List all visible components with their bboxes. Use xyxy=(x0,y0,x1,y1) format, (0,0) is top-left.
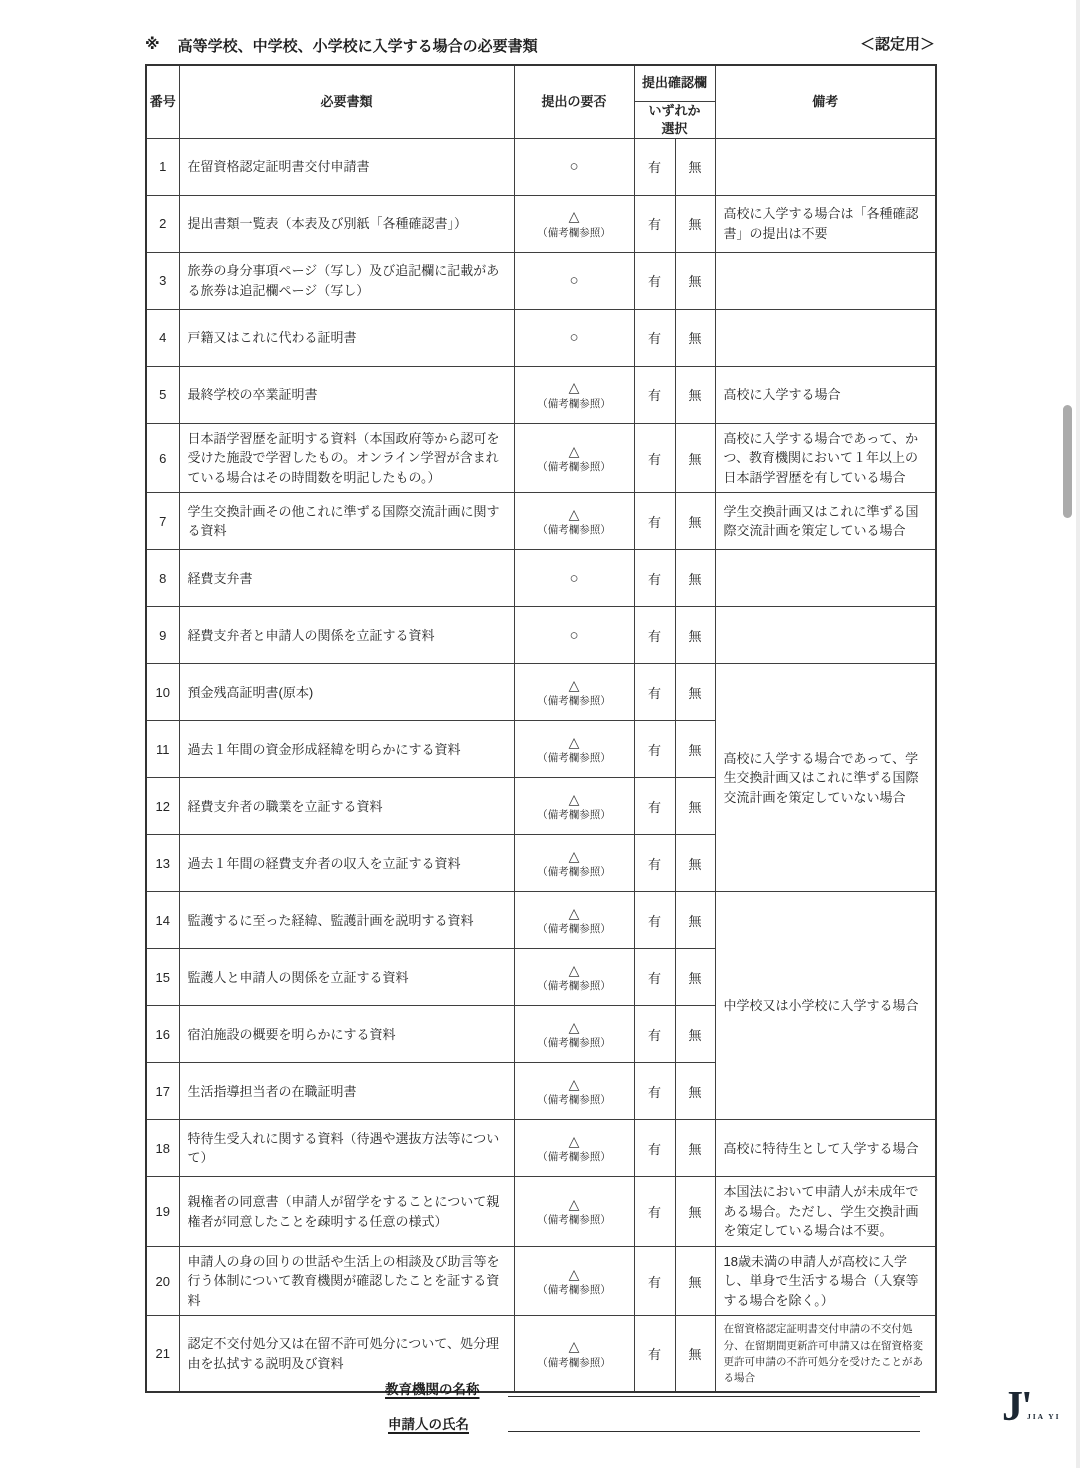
row-number: 21 xyxy=(146,1316,179,1393)
confirm-no-cell: 無 xyxy=(675,835,715,892)
submission-requirement xyxy=(514,721,634,778)
confirm-yes-cell: 有 xyxy=(634,550,675,607)
document-name: 最終学校の卒業証明書 xyxy=(179,366,514,423)
confirm-yes-cell: 有 xyxy=(634,1246,675,1316)
row-number: 7 xyxy=(146,493,179,550)
triangle-conditional-mark: △ xyxy=(568,1196,580,1213)
jiayi-logo xyxy=(1002,1386,1062,1446)
confirm-yes-cell: 有 xyxy=(634,493,675,550)
table-row xyxy=(146,1120,936,1177)
document-name: 学生交換計画その他これに準ずる国際交流計画に関する資料 xyxy=(179,493,514,550)
see-remarks-note: （備考欄参照） xyxy=(537,980,611,993)
triangle-conditional-mark: △ xyxy=(568,505,580,522)
title-marker: ※ xyxy=(145,36,160,53)
table-row xyxy=(146,892,936,949)
document-table-body xyxy=(146,138,936,1392)
confirm-no-cell: 無 xyxy=(675,664,715,721)
table-header xyxy=(146,65,936,138)
confirm-yes-cell: 有 xyxy=(634,195,675,252)
table-row xyxy=(146,664,936,721)
confirm-yes-cell: 有 xyxy=(634,366,675,423)
document-name: 経費支弁者の職業を立証する資料 xyxy=(179,778,514,835)
remark-cell xyxy=(715,252,936,309)
circle-required-mark: ○ xyxy=(569,329,579,347)
confirm-no-cell: 無 xyxy=(675,1120,715,1177)
document-name: 旅券の身分事項ページ（写し）及び追記欄に記載がある旅券は追記欄ページ（写し） xyxy=(179,252,514,309)
header-remarks: 備考 xyxy=(715,65,936,138)
applicant-name-line xyxy=(508,1431,920,1432)
row-number: 8 xyxy=(146,550,179,607)
logo-letter: J' xyxy=(1002,1384,1031,1430)
header-number: 番号 xyxy=(146,65,179,138)
triangle-conditional-mark: △ xyxy=(568,1338,580,1355)
document-name: 日本語学習歴を証明する資料（本国政府等から認可を受けた施設で学習したもの。オンライン学習が含まれている場合はその時間数を明記したもの。） xyxy=(179,423,514,493)
confirm-no-cell: 無 xyxy=(675,550,715,607)
header-confirmation-select: いずれか 選択 xyxy=(634,101,715,138)
page-title: 高等学校、中学校、小学校に入学する場合の必要書類 xyxy=(177,38,538,55)
confirm-yes-cell: 有 xyxy=(634,1177,675,1247)
logo-text: JIA YI xyxy=(1027,1412,1061,1421)
see-remarks-note: （備考欄参照） xyxy=(537,1214,611,1227)
remark-cell: 学生交換計画又はこれに準ずる国際交流計画を策定している場合 xyxy=(715,493,936,550)
see-remarks-note: （備考欄参照） xyxy=(537,397,611,410)
remark-cell xyxy=(715,550,936,607)
table-row xyxy=(146,309,936,366)
document-name: 申請人の身の回りの世話や生活上の相談及び助言等を行う体制について教育機関が確認したことを証する資料 xyxy=(179,1246,514,1316)
confirm-yes-cell: 有 xyxy=(634,309,675,366)
remark-cell: 高校に入学する場合は「各種確認書」の提出は不要 xyxy=(715,195,936,252)
confirm-no-cell: 無 xyxy=(675,892,715,949)
submission-requirement xyxy=(514,1316,634,1393)
confirm-no-cell: 無 xyxy=(675,1246,715,1316)
submission-requirement xyxy=(514,1063,634,1120)
header-submission-required: 提出の要否 xyxy=(514,65,634,138)
confirm-no-cell: 無 xyxy=(675,195,715,252)
confirm-no-cell: 無 xyxy=(675,493,715,550)
triangle-conditional-mark: △ xyxy=(568,1265,580,1282)
document-name: 過去１年間の経費支弁者の収入を立証する資料 xyxy=(179,835,514,892)
table-row xyxy=(146,550,936,607)
confirm-yes-cell: 有 xyxy=(634,1316,675,1393)
confirm-no-cell: 無 xyxy=(675,423,715,493)
see-remarks-note: （備考欄参照） xyxy=(537,1356,611,1369)
submission-requirement xyxy=(514,423,634,493)
row-number: 14 xyxy=(146,892,179,949)
confirm-no-cell: 無 xyxy=(675,1177,715,1247)
confirm-no-cell: 無 xyxy=(675,366,715,423)
table-row xyxy=(146,1177,936,1247)
see-remarks-note: （備考欄参照） xyxy=(537,1151,611,1164)
submission-requirement xyxy=(514,778,634,835)
table-row xyxy=(146,1316,936,1393)
submission-requirement xyxy=(514,1120,634,1177)
confirm-no-cell: 無 xyxy=(675,252,715,309)
triangle-conditional-mark: △ xyxy=(568,733,580,750)
remark-cell xyxy=(715,607,936,664)
required-documents-table xyxy=(145,64,937,1393)
document-name: 特待生受入れに関する資料（待遇や選抜方法等について） xyxy=(179,1120,514,1177)
triangle-conditional-mark: △ xyxy=(568,442,580,459)
remark-cell xyxy=(715,138,936,195)
remark-cell: 高校に入学する場合であって、学生交換計画又はこれに準ずる国際交流計画を策定していない場合 xyxy=(715,664,936,892)
table-row xyxy=(146,195,936,252)
see-remarks-note: （備考欄参照） xyxy=(537,752,611,765)
document-name: 親権者の同意書（申請人が留学をすることについて親権者が同意したことを疎明する任意の様式） xyxy=(179,1177,514,1247)
document-name: 過去１年間の資金形成経緯を明らかにする資料 xyxy=(179,721,514,778)
row-number: 20 xyxy=(146,1246,179,1316)
row-number: 12 xyxy=(146,778,179,835)
page-edge xyxy=(1076,0,1080,1468)
table-row xyxy=(146,1246,936,1316)
row-number: 19 xyxy=(146,1177,179,1247)
table-row xyxy=(146,607,936,664)
confirm-no-cell: 無 xyxy=(675,1316,715,1393)
row-number: 9 xyxy=(146,607,179,664)
applicant-name-label: 申請人の氏名 xyxy=(388,1417,469,1432)
scrollbar-thumb[interactable] xyxy=(1063,405,1072,518)
circle-required-mark: ○ xyxy=(569,272,579,290)
row-number: 4 xyxy=(146,309,179,366)
confirm-yes-cell: 有 xyxy=(634,835,675,892)
see-remarks-note: （備考欄参照） xyxy=(537,1094,611,1107)
circle-required-mark: ○ xyxy=(569,569,579,587)
document-name: 預金残高証明書(原本) xyxy=(179,664,514,721)
confirm-no-cell: 無 xyxy=(675,949,715,1006)
confirm-yes-cell: 有 xyxy=(634,607,675,664)
confirm-no-cell: 無 xyxy=(675,1063,715,1120)
row-number: 3 xyxy=(146,252,179,309)
triangle-conditional-mark: △ xyxy=(568,208,580,225)
header-documents: 必要書類 xyxy=(179,65,514,138)
triangle-conditional-mark: △ xyxy=(568,847,580,864)
row-number: 18 xyxy=(146,1120,179,1177)
document-name: 生活指導担当者の在職証明書 xyxy=(179,1063,514,1120)
page-title-row xyxy=(145,33,935,56)
see-remarks-note: （備考欄参照） xyxy=(537,226,611,239)
document-name: 経費支弁者と申請人の関係を立証する資料 xyxy=(179,607,514,664)
remark-cell: 本国法において申請人が未成年である場合。ただし、学生交換計画を策定している場合は不要。 xyxy=(715,1177,936,1247)
institution-name-line xyxy=(508,1396,920,1397)
see-remarks-note: （備考欄参照） xyxy=(537,1283,611,1296)
submission-requirement xyxy=(514,892,634,949)
triangle-conditional-mark: △ xyxy=(568,1132,580,1149)
submission-requirement xyxy=(514,493,634,550)
see-remarks-note: （備考欄参照） xyxy=(537,809,611,822)
see-remarks-note: （備考欄参照） xyxy=(537,866,611,879)
confirm-yes-cell: 有 xyxy=(634,1063,675,1120)
submission-requirement xyxy=(514,550,634,607)
confirm-no-cell: 無 xyxy=(675,607,715,664)
submission-requirement xyxy=(514,835,634,892)
submission-requirement xyxy=(514,1246,634,1316)
confirm-no-cell: 無 xyxy=(675,721,715,778)
submission-requirement xyxy=(514,607,634,664)
document-name: 戸籍又はこれに代わる証明書 xyxy=(179,309,514,366)
table-row xyxy=(146,423,936,493)
document-name: 在留資格認定証明書交付申請書 xyxy=(179,138,514,195)
certification-type-label: ＜認定用＞ xyxy=(859,36,935,53)
triangle-conditional-mark: △ xyxy=(568,790,580,807)
document-name: 認定不交付処分又は在留不許可処分について、処分理由を払拭する説明及び資料 xyxy=(179,1316,514,1393)
confirm-no-cell: 無 xyxy=(675,778,715,835)
confirm-yes-cell: 有 xyxy=(634,721,675,778)
submission-requirement xyxy=(514,252,634,309)
submission-requirement xyxy=(514,949,634,1006)
see-remarks-note: （備考欄参照） xyxy=(537,923,611,936)
document-name: 提出書類一覧表（本表及び別紙「各種確認書」） xyxy=(179,195,514,252)
see-remarks-note: （備考欄参照） xyxy=(537,695,611,708)
table-row xyxy=(146,138,936,195)
confirm-yes-cell: 有 xyxy=(634,1120,675,1177)
header-confirmation-column: 提出確認欄 xyxy=(634,65,715,101)
remark-cell: 高校に入学する場合であって、かつ、教育機関において１年以上の日本語学習歴を有している場合 xyxy=(715,423,936,493)
confirm-yes-cell: 有 xyxy=(634,892,675,949)
row-number: 17 xyxy=(146,1063,179,1120)
row-number: 15 xyxy=(146,949,179,1006)
submission-requirement xyxy=(514,309,634,366)
confirm-yes-cell: 有 xyxy=(634,423,675,493)
row-number: 13 xyxy=(146,835,179,892)
remark-cell xyxy=(715,309,936,366)
triangle-conditional-mark: △ xyxy=(568,379,580,396)
confirm-yes-cell: 有 xyxy=(634,138,675,195)
remark-cell: 高校に入学する場合 xyxy=(715,366,936,423)
row-number: 10 xyxy=(146,664,179,721)
triangle-conditional-mark: △ xyxy=(568,676,580,693)
submission-requirement xyxy=(514,366,634,423)
confirm-yes-cell: 有 xyxy=(634,949,675,1006)
document-name: 経費支弁書 xyxy=(179,550,514,607)
row-number: 11 xyxy=(146,721,179,778)
confirm-yes-cell: 有 xyxy=(634,252,675,309)
submission-requirement xyxy=(514,138,634,195)
see-remarks-note: （備考欄参照） xyxy=(537,1037,611,1050)
confirm-yes-cell: 有 xyxy=(634,1006,675,1063)
document-name: 宿泊施設の概要を明らかにする資料 xyxy=(179,1006,514,1063)
remark-cell: 高校に特待生として入学する場合 xyxy=(715,1120,936,1177)
row-number: 16 xyxy=(146,1006,179,1063)
confirm-yes-cell: 有 xyxy=(634,664,675,721)
see-remarks-note: （備考欄参照） xyxy=(537,460,611,473)
circle-required-mark: ○ xyxy=(569,626,579,644)
submission-requirement xyxy=(514,664,634,721)
confirm-no-cell: 無 xyxy=(675,1006,715,1063)
remark-cell: 18歳未満の申請人が高校に入学し、単身で生活する場合（入寮等する場合を除く。） xyxy=(715,1246,936,1316)
table-row xyxy=(146,493,936,550)
confirm-yes-cell: 有 xyxy=(634,778,675,835)
submission-requirement xyxy=(514,1006,634,1063)
row-number: 5 xyxy=(146,366,179,423)
remark-cell: 在留資格認定証明書交付申請の不交付処分、在留期間更新許可申請又は在留資格変更許可申請の不許可処分を受けたことがある場合 xyxy=(715,1316,936,1393)
table-row xyxy=(146,366,936,423)
remark-cell: 中学校又は小学校に入学する場合 xyxy=(715,892,936,1120)
table-row xyxy=(146,252,936,309)
row-number: 1 xyxy=(146,138,179,195)
document-name: 監護するに至った経緯、監護計画を説明する資料 xyxy=(179,892,514,949)
triangle-conditional-mark: △ xyxy=(568,961,580,978)
triangle-conditional-mark: △ xyxy=(568,904,580,921)
submission-requirement xyxy=(514,1177,634,1247)
circle-required-mark: ○ xyxy=(569,158,579,176)
see-remarks-note: （備考欄参照） xyxy=(537,524,611,537)
confirm-no-cell: 無 xyxy=(675,309,715,366)
row-number: 6 xyxy=(146,423,179,493)
confirm-no-cell: 無 xyxy=(675,138,715,195)
triangle-conditional-mark: △ xyxy=(568,1075,580,1092)
triangle-conditional-mark: △ xyxy=(568,1018,580,1035)
document-name: 監護人と申請人の関係を立証する資料 xyxy=(179,949,514,1006)
submission-requirement xyxy=(514,195,634,252)
institution-name-label: 教育機関の名称 xyxy=(385,1382,480,1397)
row-number: 2 xyxy=(146,195,179,252)
